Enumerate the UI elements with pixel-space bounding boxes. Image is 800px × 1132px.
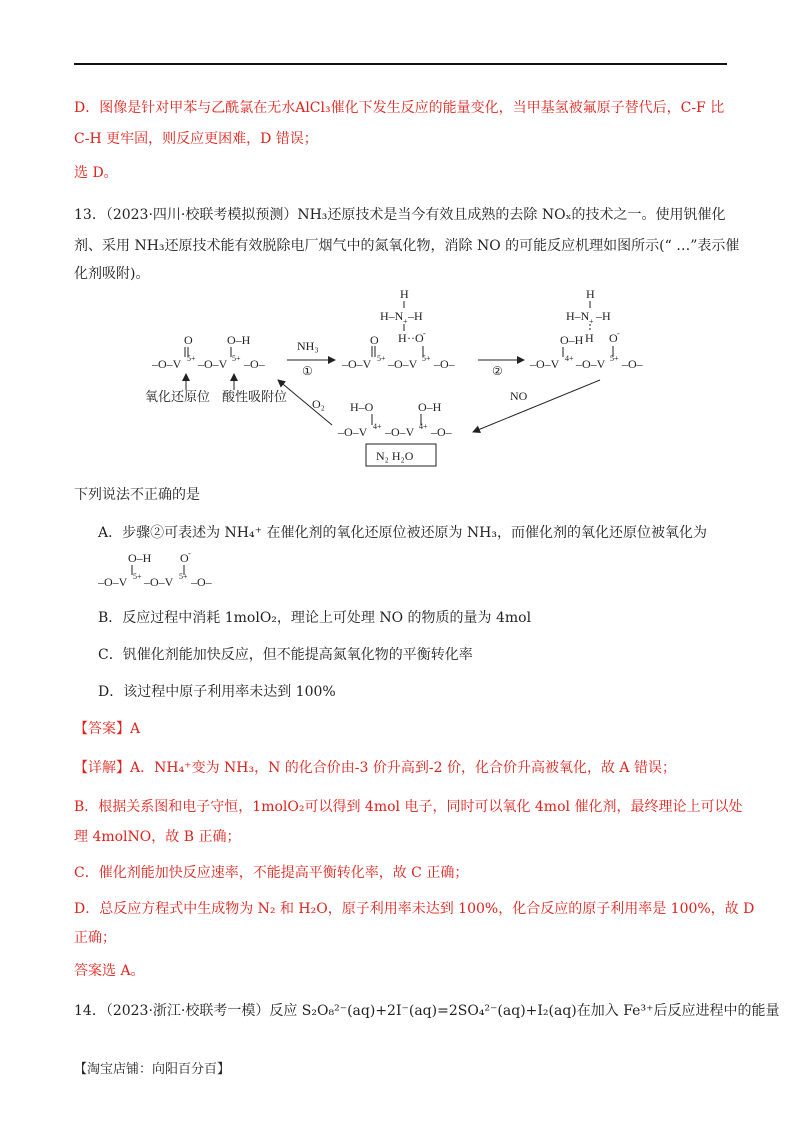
svg-text:O–H: O–H [128,551,152,565]
question-14: 14．（2023·浙江·校联考一模）反应 S₂O₈²⁻(aq)+2I⁻(aq)=2SO₄²⁻(aq)+I₂(aq)在加入 Fe³⁺后反应进程中的能量 [74,1003,780,1019]
svg-text:–O–: –O– [191,575,212,589]
svg-text:–O–V: –O–V [198,357,228,371]
svg-text:H–N: H–N [566,309,590,323]
explanation-d-line-1: D．图像是针对甲苯与乙酰氯在无水AlCl₃催化下发生反应的能量变化，当甲基氢被氟原子替代后，C-F 比 [74,100,725,116]
svg-text:-: - [617,329,620,338]
svg-text:4+: 4+ [373,422,382,431]
svg-text:O: O [184,333,193,347]
step-2-number: ② [492,364,503,378]
question-13-line-3: 化剂吸附)。 [74,266,150,282]
svg-text:H–O: H–O [350,400,374,414]
svg-text:–O–V: –O–V [388,357,418,371]
svg-text:–O–V: –O–V [530,357,560,371]
explanation-b-line-2: 理 4molNO，故 B 正确； [74,829,241,845]
svg-text:+: + [589,317,594,326]
svg-text:-: - [188,550,191,558]
catalyst-structure-4 [337,400,453,439]
catalyst-structure-2 [341,287,456,371]
explanation-b-line-1: B．根据关系图和电子守恒，1molO₂可以得到 4mol 电子，同时可以氧化 4mol 催化剂，最终理论上可以处 [74,799,743,815]
catalyst-structure-3 [529,287,644,371]
svg-text:–O–: –O– [434,357,455,371]
option-a: A．步骤②可表述为 NH₄⁺ 在催化剂的氧化还原位被还原为 NH₃，而催化剂的氧化还原位被氧化为 [98,525,707,541]
explanation-d-line-2: C-H 更牢固，则反应更困难，D 错误； [74,131,318,147]
svg-text:H–N: H–N [380,309,404,323]
svg-text:5+: 5+ [232,354,241,363]
explanation-d-line-1b: D．总反应方程式中生成物为 N₂ 和 H₂O，原子利用率未达到 100%，化合反应的原子利用率是 100%，故 D [74,901,755,917]
redox-site-label: 氧化还原位 [145,389,211,404]
svg-text:H: H [586,287,595,301]
svg-text:O: O [370,333,379,347]
option-a-structure [98,550,258,590]
svg-text:5+: 5+ [133,572,142,581]
svg-text:5+: 5+ [610,354,619,363]
svg-text:+: + [403,317,408,326]
question-13-line-1: 13．（2023·四川·校联考模拟预测）NH₃还原技术是当今有效且成熟的去除 NOₓ的技术之一。使用钒催化 [74,207,726,223]
step-1-reagent: NH₃ [297,339,319,353]
svg-text:O: O [609,331,618,345]
svg-text:O–H: O–H [227,333,251,347]
svg-text:5+: 5+ [377,354,386,363]
footer-shop-label: 【淘宝店铺：向阳百分百】 [74,1062,231,1077]
svg-text:O–H: O–H [418,400,442,414]
choose-d: 选 D。 [74,165,118,181]
option-b: B．反应过程中消耗 1molO₂，理论上可处理 NO 的物质的量为 4mol [98,610,532,626]
acid-site-label: 酸性吸附位 [222,389,288,404]
svg-text:H: H [398,331,407,345]
svg-text:–O–: –O– [622,357,643,371]
no-arrow [473,380,600,432]
step-1-number: ① [302,364,313,378]
svg-text:–O–: –O– [431,425,452,439]
svg-text:–O–V: –O–V [144,575,174,589]
svg-text:-: - [423,329,426,338]
svg-text:–O–V: –O–V [98,575,128,589]
explanation-d-line-2b: 正确； [74,930,116,946]
explanation-c: C．催化剂能加快反应速率，不能提高平衡转化率，故 C 正确； [74,865,469,881]
svg-text:–H: –H [408,309,423,323]
choose-a: 答案选 A。 [74,963,145,979]
svg-text:5+: 5+ [187,354,196,363]
option-d: D．该过程中原子利用率未达到 100% [98,684,336,700]
reaction-mechanism-diagram [0,280,800,470]
svg-text:–O–V: –O–V [338,425,368,439]
explanation-a: 【详解】A．NH₄⁺变为 NH₃，N 的化合价由-3 价升高到-2 价，化合价升高被氧化，故 A 错误； [74,760,676,776]
svg-text:5+: 5+ [422,354,431,363]
question-13-line-2: 剂、采用 NH₃还原技术能有效脱除电厂烟气中的氮氧化物，消除 NO 的可能反应机理如图所示(“ …”表示催 [74,238,740,254]
svg-text:O: O [180,551,189,565]
svg-text:–O–V: –O–V [342,357,372,371]
svg-text:4+: 4+ [419,422,428,431]
header-rule [74,63,727,65]
svg-text:–O–V: –O–V [576,357,606,371]
svg-text:··O: ··O [407,331,424,345]
o2-reagent: O₂ [312,397,325,411]
svg-text:–O–: –O– [244,357,265,371]
option-c: C．钒催化剂能加快反应，但不能提高氮氧化物的平衡转化率 [98,647,473,663]
svg-text:4+: 4+ [565,354,574,363]
svg-text:–H: –H [596,309,611,323]
svg-text:O–H: O–H [560,333,584,347]
svg-text:H: H [400,287,409,301]
svg-text:5+: 5+ [179,572,188,581]
svg-text:–O–V: –O–V [152,357,182,371]
answer: 【答案】A [74,721,141,737]
svg-text:–O–V: –O–V [385,425,415,439]
question-stem: 下列说法不正确的是 [74,487,200,503]
catalyst-structure-1 [151,333,266,390]
no-reagent: NO [510,389,528,403]
products-label: N₂ H₂O [376,449,414,463]
svg-text:H: H [585,331,594,345]
